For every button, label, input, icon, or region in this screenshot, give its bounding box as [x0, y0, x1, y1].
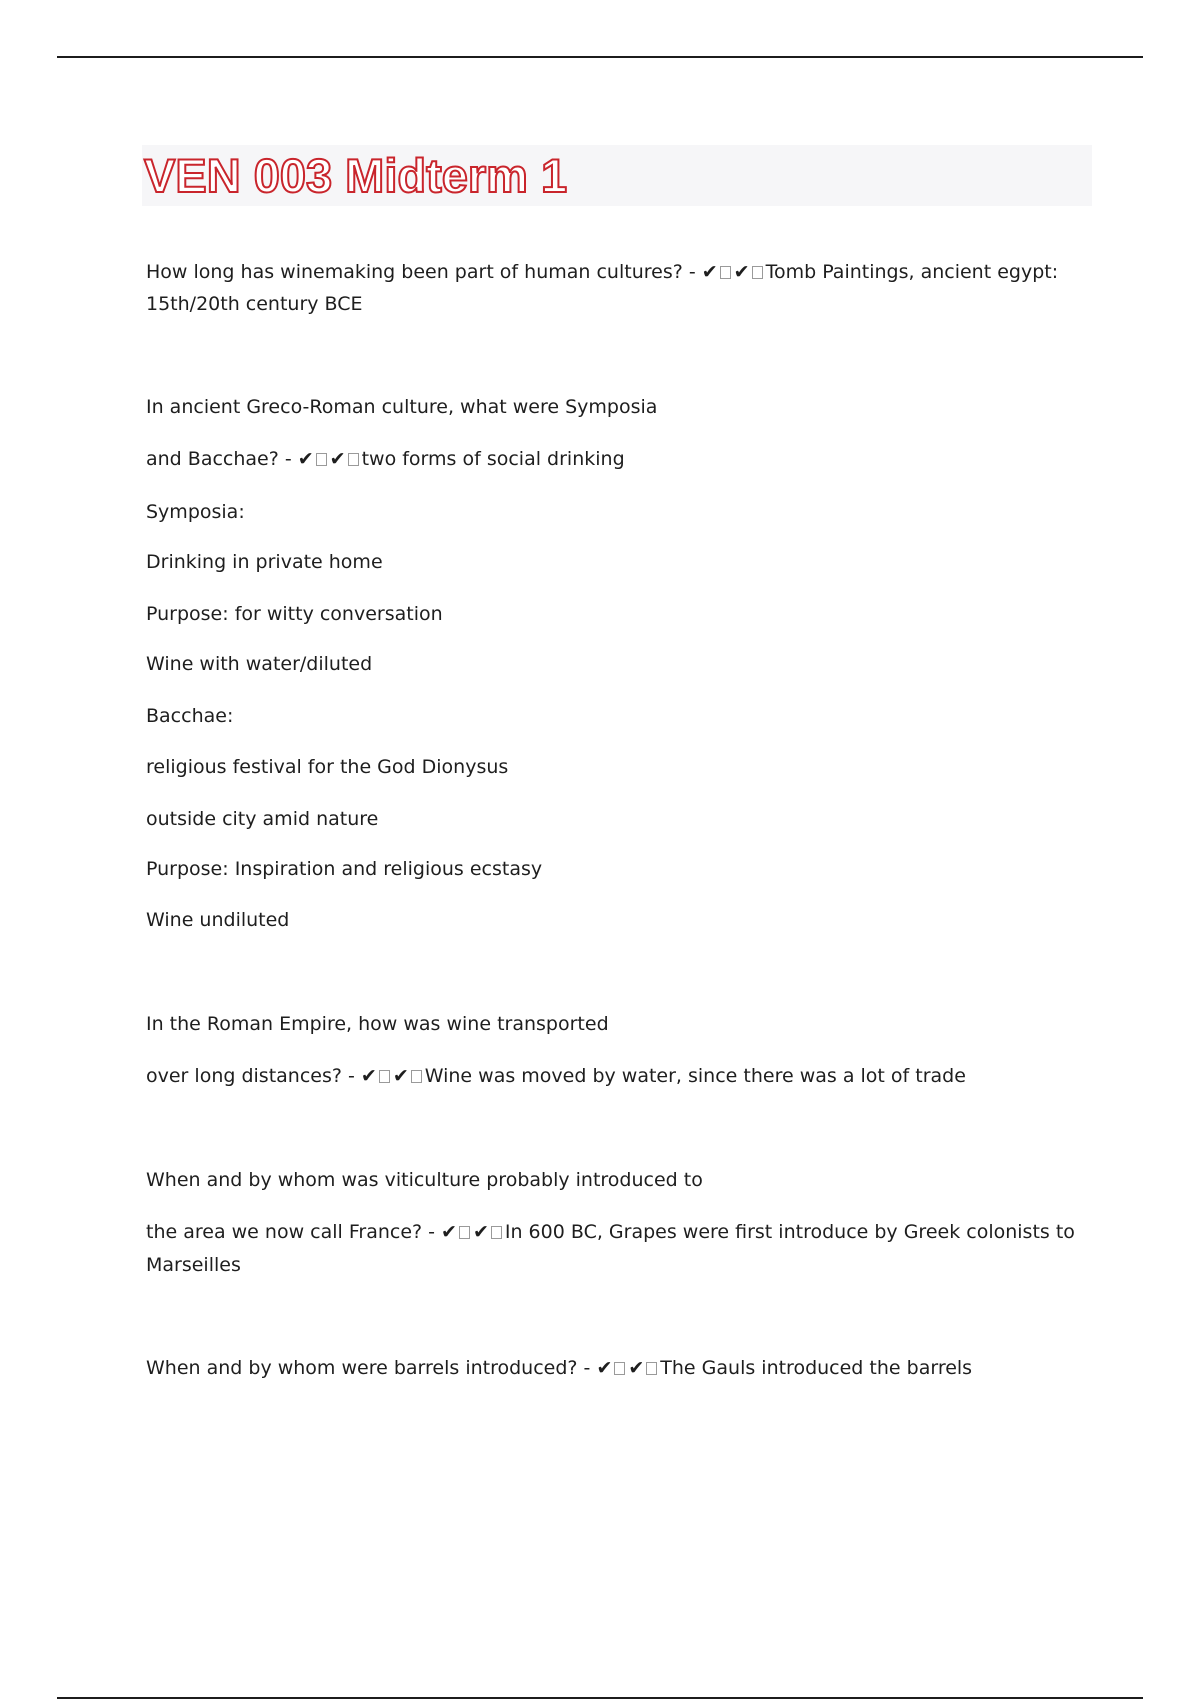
- bottom-rule: [57, 1697, 1143, 1699]
- qa-2-detail: Wine undiluted: [146, 909, 290, 931]
- qa-2-detail: religious festival for the God Dionysus: [146, 756, 509, 778]
- check-icon: ✔: [701, 261, 718, 283]
- missing-glyph-box: [316, 453, 327, 466]
- check-icon: ✔: [392, 1065, 409, 1087]
- qa-1-answer-cont: 15th/20th century BCE: [146, 293, 363, 315]
- check-icon: ✔: [596, 1357, 613, 1379]
- qa-1-line: [146, 256, 1058, 288]
- qa-2-detail: Purpose: for witty conversation: [146, 603, 443, 625]
- missing-glyph-box: [614, 1362, 625, 1375]
- qa-4-line: [146, 1216, 1075, 1248]
- page-title: VEN 003 Midterm 1: [144, 149, 568, 202]
- missing-glyph-box: [491, 1226, 502, 1239]
- qa-2-detail: Symposia:: [146, 501, 245, 523]
- check-icon: ✔: [472, 1221, 489, 1243]
- check-icon: ✔: [297, 448, 314, 470]
- top-rule: [57, 56, 1143, 58]
- qa-4-answer-cont: Marseilles: [146, 1254, 241, 1276]
- missing-glyph-box: [459, 1226, 470, 1239]
- qa-2-detail: Bacchae:: [146, 705, 234, 727]
- qa-3-answer: Wine was moved by water, since there was a lot of trade: [424, 1065, 966, 1087]
- qa-4-question-line2: the area we now call France? -: [146, 1221, 442, 1243]
- qa-2-answer: two forms of social drinking: [361, 448, 625, 470]
- qa-5-line: [146, 1352, 972, 1384]
- qa-1-answer: Tomb Paintings, ancient egypt:: [765, 261, 1059, 283]
- qa-2-detail: Purpose: Inspiration and religious ecstasy: [146, 858, 543, 880]
- qa-5-answer: The Gauls introduced the barrels: [660, 1357, 973, 1379]
- check-icon: ✔: [360, 1065, 377, 1087]
- qa-2-question-line1: In ancient Greco-Roman culture, what were Symposia: [146, 396, 658, 418]
- missing-glyph-box: [379, 1070, 390, 1083]
- qa-2-detail: Drinking in private home: [146, 551, 383, 573]
- check-icon: ✔: [441, 1221, 457, 1243]
- check-icon: ✔: [329, 448, 346, 470]
- qa-3-question-line2: over long distances? -: [146, 1065, 361, 1087]
- qa-4-question-line1: When and by whom was viticulture probably introduced to: [146, 1169, 703, 1191]
- qa-5-question: When and by whom were barrels introduced? -: [146, 1357, 597, 1379]
- qa-2-question-line2: and Bacchae? -: [146, 448, 298, 470]
- qa-2-detail: Wine with water/diluted: [146, 653, 373, 675]
- missing-glyph-box: [646, 1362, 657, 1375]
- qa-2-line: [146, 443, 625, 475]
- check-icon: ✔: [733, 261, 750, 283]
- missing-glyph-box: [411, 1070, 422, 1083]
- qa-2-detail: outside city amid nature: [146, 808, 379, 830]
- qa-3-question-line1: In the Roman Empire, how was wine transported: [146, 1013, 609, 1035]
- missing-glyph-box: [348, 453, 359, 466]
- missing-glyph-box: [720, 266, 731, 279]
- qa-4-answer: In 600 BC, Grapes were first introduce by Greek colonists to: [504, 1221, 1075, 1243]
- qa-1-question: How long has winemaking been part of human cultures? -: [146, 261, 702, 283]
- missing-glyph-box: [752, 266, 763, 279]
- qa-3-line: [146, 1060, 966, 1092]
- check-icon: ✔: [628, 1357, 645, 1379]
